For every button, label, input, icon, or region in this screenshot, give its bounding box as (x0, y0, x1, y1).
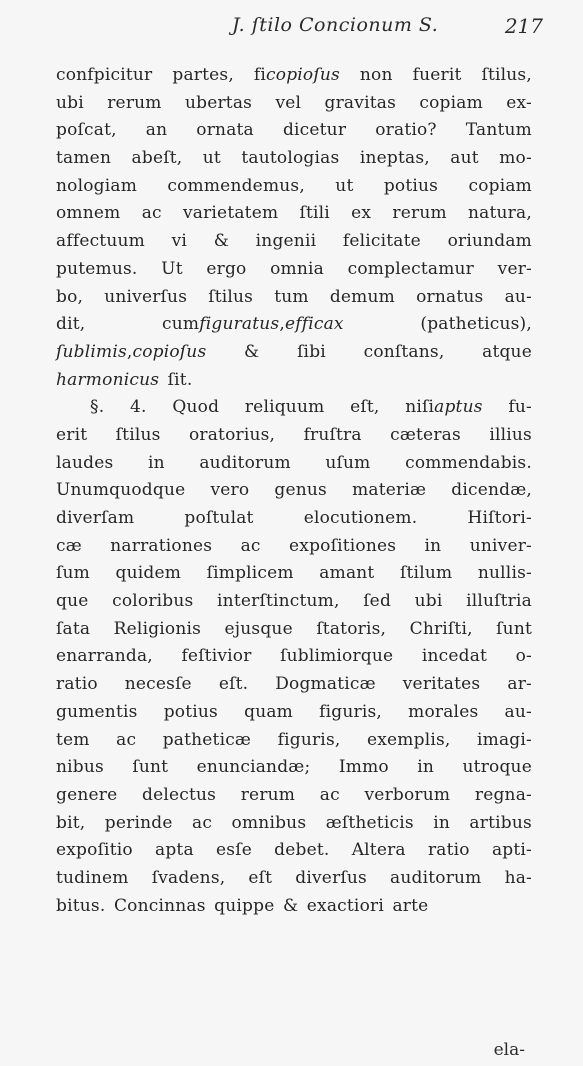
word: laudes (56, 452, 114, 473)
word: poſcat, (56, 120, 117, 141)
word: diverſam (56, 508, 135, 528)
word: expoſitiones (289, 535, 397, 556)
word: ver- (497, 258, 532, 279)
word: Dogmaticæ (275, 674, 376, 695)
word: enarranda, (56, 646, 153, 667)
word: Unumquodque (56, 480, 186, 501)
word: ſtatoris, (316, 618, 387, 639)
page-number: 217 (504, 14, 543, 38)
word: eſt. (218, 674, 249, 695)
text-line (56, 422, 532, 450)
word: in (417, 757, 435, 778)
word: ratio (427, 840, 470, 861)
word: in (433, 812, 450, 833)
word: genus (274, 480, 327, 501)
word: oriundam (447, 231, 532, 252)
word: ac (240, 535, 261, 556)
word: ornata (196, 120, 254, 141)
word: eſt, (350, 397, 380, 418)
word: mo- (499, 148, 532, 169)
text-line (56, 339, 532, 367)
word: genere (56, 784, 118, 805)
word: tautologias (241, 148, 340, 169)
text-line (56, 117, 532, 145)
word: ha- (504, 867, 532, 888)
word: morales (408, 701, 479, 722)
word: omnia (270, 258, 325, 279)
word: & (244, 341, 260, 362)
word: natura, (468, 203, 532, 224)
text-line (56, 837, 532, 865)
word: univerſus (104, 286, 188, 307)
text-line (56, 782, 532, 810)
text-line (56, 893, 532, 921)
word: felicitate (342, 231, 421, 252)
word: ar- (507, 674, 532, 695)
word: rerum (107, 92, 162, 113)
word: putemus. (56, 258, 138, 279)
word: ſibi (297, 341, 326, 362)
word: cæ (56, 535, 82, 556)
word: utroque (462, 757, 532, 778)
word: ſublimis,copioſus (56, 341, 207, 362)
word: ſvadens, (151, 867, 226, 888)
word: illuſtria (466, 591, 532, 612)
word: bit, (56, 812, 86, 833)
word: dit, (56, 314, 86, 335)
word: amant (319, 563, 375, 584)
text-line (56, 311, 532, 339)
word: 4. (130, 397, 147, 418)
word: que (56, 591, 89, 612)
word: §. (90, 397, 105, 418)
word: & (282, 895, 299, 916)
word: eſt (248, 867, 273, 888)
word: Religionis (113, 618, 202, 639)
word: complectamur (347, 258, 474, 279)
word: vero (210, 480, 250, 501)
word: debet. (274, 840, 330, 861)
word: auditorum (390, 867, 482, 888)
word: regna- (474, 784, 532, 805)
text-line (56, 699, 532, 727)
word: vi (171, 231, 188, 252)
catchword: ela- (493, 1040, 525, 1060)
word: ut (202, 148, 221, 169)
word: Immo (338, 757, 389, 778)
text-line (56, 477, 532, 505)
word: fu- (508, 397, 532, 418)
text-line (56, 145, 532, 173)
word: cæteras (390, 424, 461, 445)
word: nibus (56, 757, 104, 778)
word: oratio? (375, 120, 437, 141)
text-line (56, 754, 532, 782)
word: ſunt (132, 757, 169, 778)
word: veritates (402, 674, 481, 695)
word: ergo (206, 258, 247, 279)
word: elocutionem. (303, 508, 418, 528)
word: ex (351, 203, 372, 224)
word: narrationes (110, 535, 213, 556)
word: conſtans, (363, 341, 445, 362)
word: & (213, 231, 230, 252)
word: partes, (172, 65, 234, 85)
word: apti- (491, 840, 532, 861)
word: illius (489, 424, 532, 445)
text-line (56, 727, 532, 755)
word: varietatem (182, 203, 279, 224)
word: Altera (351, 840, 406, 861)
word: o- (515, 646, 532, 667)
word: ficopioſus (253, 65, 340, 85)
text-line (56, 367, 532, 395)
word: in (424, 535, 442, 556)
word: aut (450, 148, 479, 169)
word: affectuum (56, 231, 145, 252)
word: gravitas (324, 92, 396, 113)
word: gumentis (56, 701, 138, 722)
word: ſtilus (208, 286, 254, 307)
word: atque (482, 341, 532, 362)
word: bitus. (56, 895, 106, 916)
word: ex- (506, 92, 532, 113)
text-line (56, 588, 532, 616)
word: ubi (414, 591, 443, 612)
word: ac (319, 784, 340, 805)
word: ſit. (167, 369, 193, 390)
text-line (56, 671, 532, 699)
word: incedat (421, 646, 488, 667)
word: esſe (216, 840, 252, 861)
word: imagi- (477, 729, 532, 750)
word: tem (56, 729, 90, 750)
word: artibus (469, 812, 532, 833)
word: potius (383, 175, 439, 196)
word: necesſe (124, 674, 192, 695)
word: rerum (240, 784, 296, 805)
word: confpicitur (56, 65, 153, 85)
word: ubi (56, 92, 84, 113)
word: ſtilus (115, 424, 161, 445)
word: poſtulat (184, 508, 254, 528)
word: perinde (104, 812, 173, 833)
text-line (56, 284, 532, 312)
word: exactiori (306, 895, 384, 916)
word: dicetur (282, 120, 347, 141)
text-line (56, 394, 532, 422)
word: nullis- (477, 563, 532, 584)
word: materiæ (352, 480, 427, 501)
word: tum (274, 286, 309, 307)
text-line (56, 228, 532, 256)
word: (patheticus), (420, 314, 532, 335)
text-line (56, 865, 532, 893)
word: omnem (56, 203, 121, 224)
word: commendabis. (405, 452, 532, 473)
text-line (56, 643, 532, 671)
word: niſiaptus (405, 397, 483, 418)
word: bo, (56, 286, 84, 307)
word: cumfiguratus,efficax (162, 314, 344, 335)
word: Tantum (465, 120, 532, 141)
word: tudinem (56, 867, 129, 888)
word: harmonicus (56, 369, 160, 390)
word: coloribus (112, 591, 194, 612)
word: ſum (56, 563, 90, 584)
word: uſum (325, 452, 371, 473)
word: ineptas, (359, 148, 430, 169)
word: figuris, (277, 729, 341, 750)
word: tamen (56, 148, 112, 169)
text-line (56, 560, 532, 588)
word: fuerit (412, 65, 462, 85)
word: nologiam (56, 175, 138, 196)
word: ac (192, 812, 213, 833)
word: delectus (142, 784, 217, 805)
word: in (147, 452, 165, 473)
word: enunciandæ; (196, 757, 311, 778)
word: expoſitio (56, 840, 133, 861)
word: apta (155, 840, 194, 861)
word: ſed (363, 591, 392, 612)
word: ſublimiorque (280, 646, 394, 667)
word: abeſt, (131, 148, 183, 169)
word: ingenii (255, 231, 317, 252)
text-line (56, 200, 532, 228)
word: fruſtra (303, 424, 362, 445)
text-line (56, 256, 532, 284)
word: Hiſtori- (467, 508, 532, 528)
word: au- (504, 286, 532, 307)
word: dicendæ, (451, 480, 532, 501)
word: copiam (468, 175, 532, 196)
word: ſtilum (400, 563, 453, 584)
word: diverſus (295, 867, 367, 888)
word: ejusque (224, 618, 293, 639)
word: ſimplicem (206, 563, 294, 584)
text-line (56, 62, 532, 90)
text-line (56, 616, 532, 644)
word: ratio (56, 674, 98, 695)
word: non (359, 65, 393, 85)
word: commendemus, (167, 175, 305, 196)
word: verborum (364, 784, 451, 805)
word: au- (504, 701, 532, 722)
word: ac (141, 203, 162, 224)
word: Concinnas (113, 895, 206, 916)
word: rerum (392, 203, 447, 224)
word: Quod (172, 397, 220, 418)
word: ornatus (416, 286, 484, 307)
text-line (56, 810, 532, 838)
word: quam (244, 701, 293, 722)
word: demum (329, 286, 395, 307)
word: copiam (419, 92, 483, 113)
word: vel (275, 92, 302, 113)
text-line (56, 173, 532, 201)
word: potius (163, 701, 218, 722)
word: auditorum (199, 452, 291, 473)
word: Chriſti, (409, 618, 473, 639)
word: ut (335, 175, 354, 196)
word: figuris, (319, 701, 382, 722)
word: æſtheticis (325, 812, 414, 833)
word: ſunt (496, 618, 532, 639)
text-line (56, 505, 532, 533)
word: Ut (161, 258, 183, 279)
word: erit (56, 424, 88, 445)
word: reliquum (244, 397, 325, 418)
word: exemplis, (366, 729, 451, 750)
running-head: J. ſtilo Concionum S. (232, 14, 439, 36)
word: patheticæ (162, 729, 252, 750)
word: omnibus (231, 812, 307, 833)
text-line (56, 533, 532, 561)
word: quidem (115, 563, 182, 584)
text-line (56, 90, 532, 118)
word: univer- (469, 535, 532, 556)
word: oratorius, (188, 424, 276, 445)
word: quippe (214, 895, 275, 916)
word: ſtili (299, 203, 330, 224)
text-line (56, 450, 532, 478)
word: ac (116, 729, 137, 750)
word: feſtivior (181, 646, 252, 667)
word: ſata (56, 618, 91, 639)
word: ubertas (184, 92, 253, 113)
word: interſtinctum, (217, 591, 340, 612)
word: ſtilus, (481, 65, 532, 85)
body-text (56, 62, 532, 920)
word: arte (392, 895, 429, 916)
word: an (145, 120, 168, 141)
